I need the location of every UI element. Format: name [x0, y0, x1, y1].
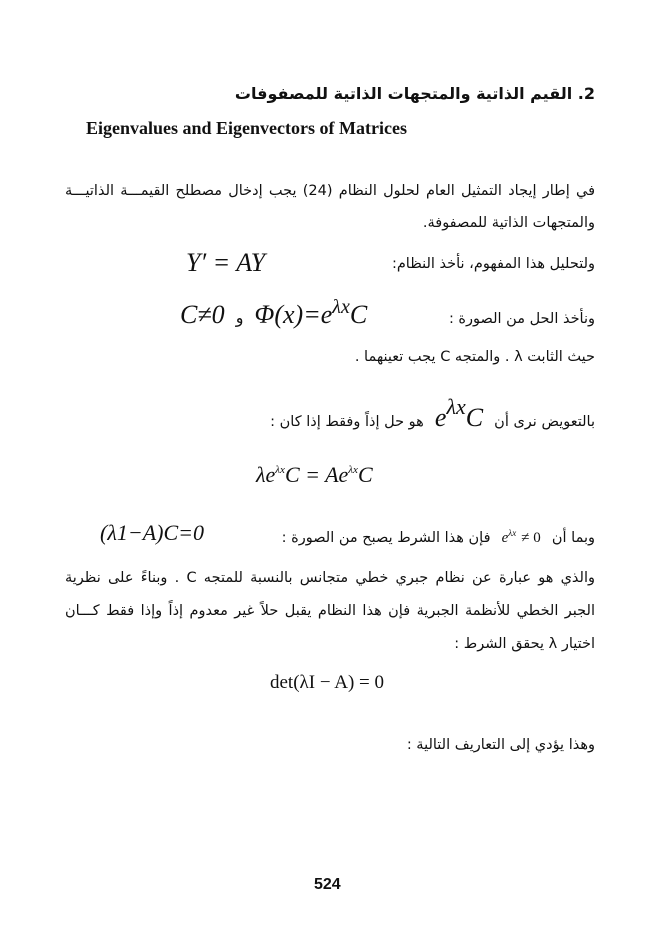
sub-base: e	[434, 403, 447, 432]
section-heading-arabic: 2. القيم الذاتية والمتجهات الذاتية للمصفوفات	[234, 84, 595, 103]
eigen-lhs: λe	[256, 462, 276, 487]
substitution-expression	[435, 394, 483, 433]
constants-line: حيث الثابت λ . والمتجه C يجب تعينهما .	[354, 349, 595, 365]
substitution-pre: بالتعويض نرى أن	[494, 414, 595, 430]
exp-nonzero-exponent: λx	[508, 528, 517, 538]
section-heading-english: Eigenvalues and Eigenvectors of Matrices	[86, 118, 407, 138]
analysis-label: ولتحليل هذا المفهوم، نأخذ النظام:	[391, 256, 595, 272]
homogeneous-equation: (λ1−A)C=0	[100, 520, 204, 545]
substitution-post: هو حل إذاً وفقط إذا كان :	[270, 414, 424, 430]
and-word: و	[235, 308, 244, 327]
eigen-end: C	[357, 462, 373, 487]
exp-nonzero-rest: ≠ 0	[521, 530, 541, 546]
sub-c: C	[465, 403, 484, 432]
solution-rhs: C	[349, 300, 368, 329]
eigen-exponent-1: λx	[275, 464, 285, 476]
since-pre: وبما أن	[551, 530, 595, 546]
since-post: فإن هذا الشرط يصبح من الصورة :	[281, 530, 491, 546]
eigen-equation	[256, 462, 373, 488]
since-line	[282, 527, 595, 547]
eigen-mid: C = Ae	[284, 462, 349, 487]
solution-exponent: λx	[332, 296, 350, 318]
which-line-3: اختيار λ يحقق الشرط :	[454, 636, 595, 652]
nonzero-condition: C≠0	[180, 300, 225, 329]
which-line-1: والذي هو عبارة عن نظام جبري خطي متجانس بالنسبة للمتجه C . وبناءً على نظرية	[65, 570, 595, 586]
sub-exponent: λx	[446, 394, 466, 419]
intro-line-2: والمتجهات الذاتية للمصفوفة.	[422, 215, 595, 231]
exp-nonzero	[502, 527, 541, 547]
intro-line-1: في إطار إيجاد التمثيل العام لحلول النظام (24) يجب إدخال مصطلح القيمـــة الذاتيـــة	[65, 183, 595, 199]
which-line-2: الجبر الخطي للأنظمة الجبرية فإن هذا النظام يقبل حلاً غير معدوم إذاً وإذا فقط كـــان	[65, 603, 595, 619]
eigen-exponent-2: λx	[348, 464, 358, 476]
solution-lhs: Φ(x)=e	[254, 300, 333, 329]
solution-form-equation	[180, 296, 367, 330]
system-equation: Y′ = AY	[186, 248, 266, 277]
characteristic-equation: det(λI − A) = 0	[270, 672, 385, 693]
form-label: ونأخذ الحل من الصورة :	[448, 311, 595, 327]
substitution-line	[270, 394, 595, 433]
exp-nonzero-base: e	[501, 530, 509, 546]
page-number: 524	[314, 876, 341, 893]
leads-line: وهذا يؤدي إلى التعاريف التالية :	[406, 737, 595, 753]
